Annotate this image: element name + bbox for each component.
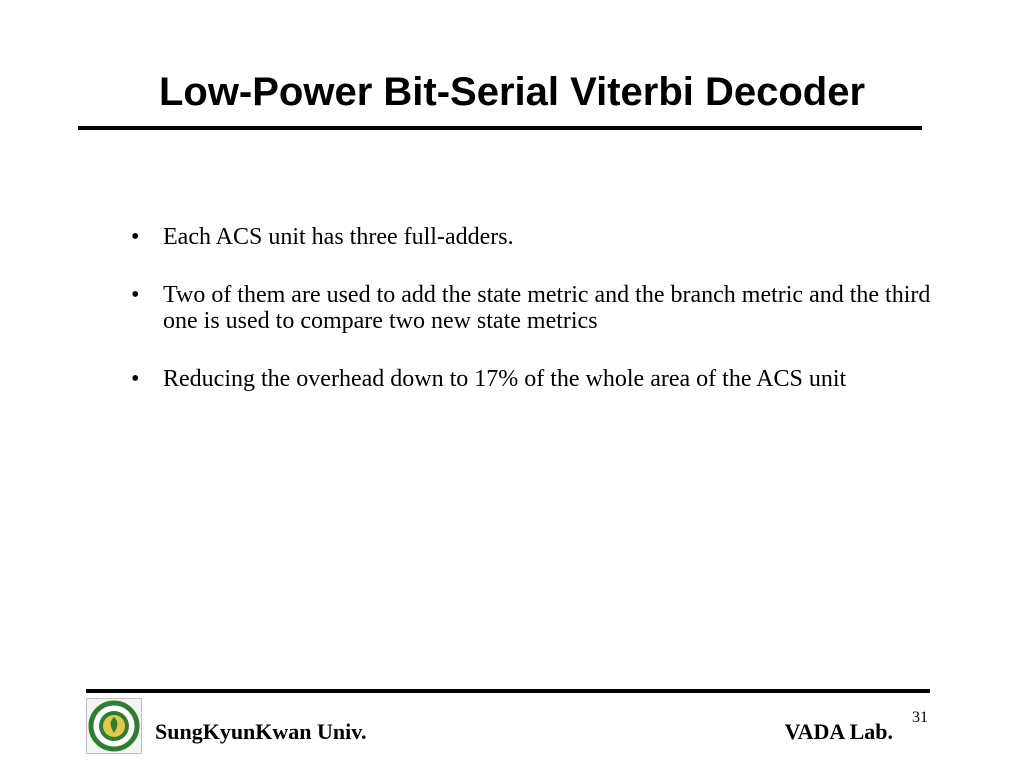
- bullet-text: Two of them are used to add the state metric and the branch metric and the third one is used to compare two new state metrics: [163, 282, 931, 334]
- footer-lab: VADA Lab.: [784, 719, 893, 744]
- footer-university: SungKyunKwan Univ.: [155, 719, 367, 744]
- bullet-marker: •: [131, 366, 140, 392]
- bullet-item: [127, 224, 937, 250]
- title-divider: [78, 126, 922, 130]
- bullet-item: [127, 282, 937, 334]
- seal-graphic: [87, 699, 141, 753]
- bullet-item: [127, 366, 937, 392]
- bullet-marker: •: [131, 224, 140, 250]
- slide-title: Low-Power Bit-Serial Viterbi Decoder: [158, 70, 866, 114]
- footer-divider: [86, 689, 930, 693]
- bullet-marker: •: [131, 282, 140, 308]
- bullet-list: [127, 224, 937, 424]
- page-number: 31: [912, 709, 928, 726]
- bullet-text: Each ACS unit has three full-adders.: [163, 224, 514, 250]
- university-seal-icon: [86, 698, 142, 754]
- bullet-text: Reducing the overhead down to 17% of the whole area of the ACS unit: [163, 366, 847, 392]
